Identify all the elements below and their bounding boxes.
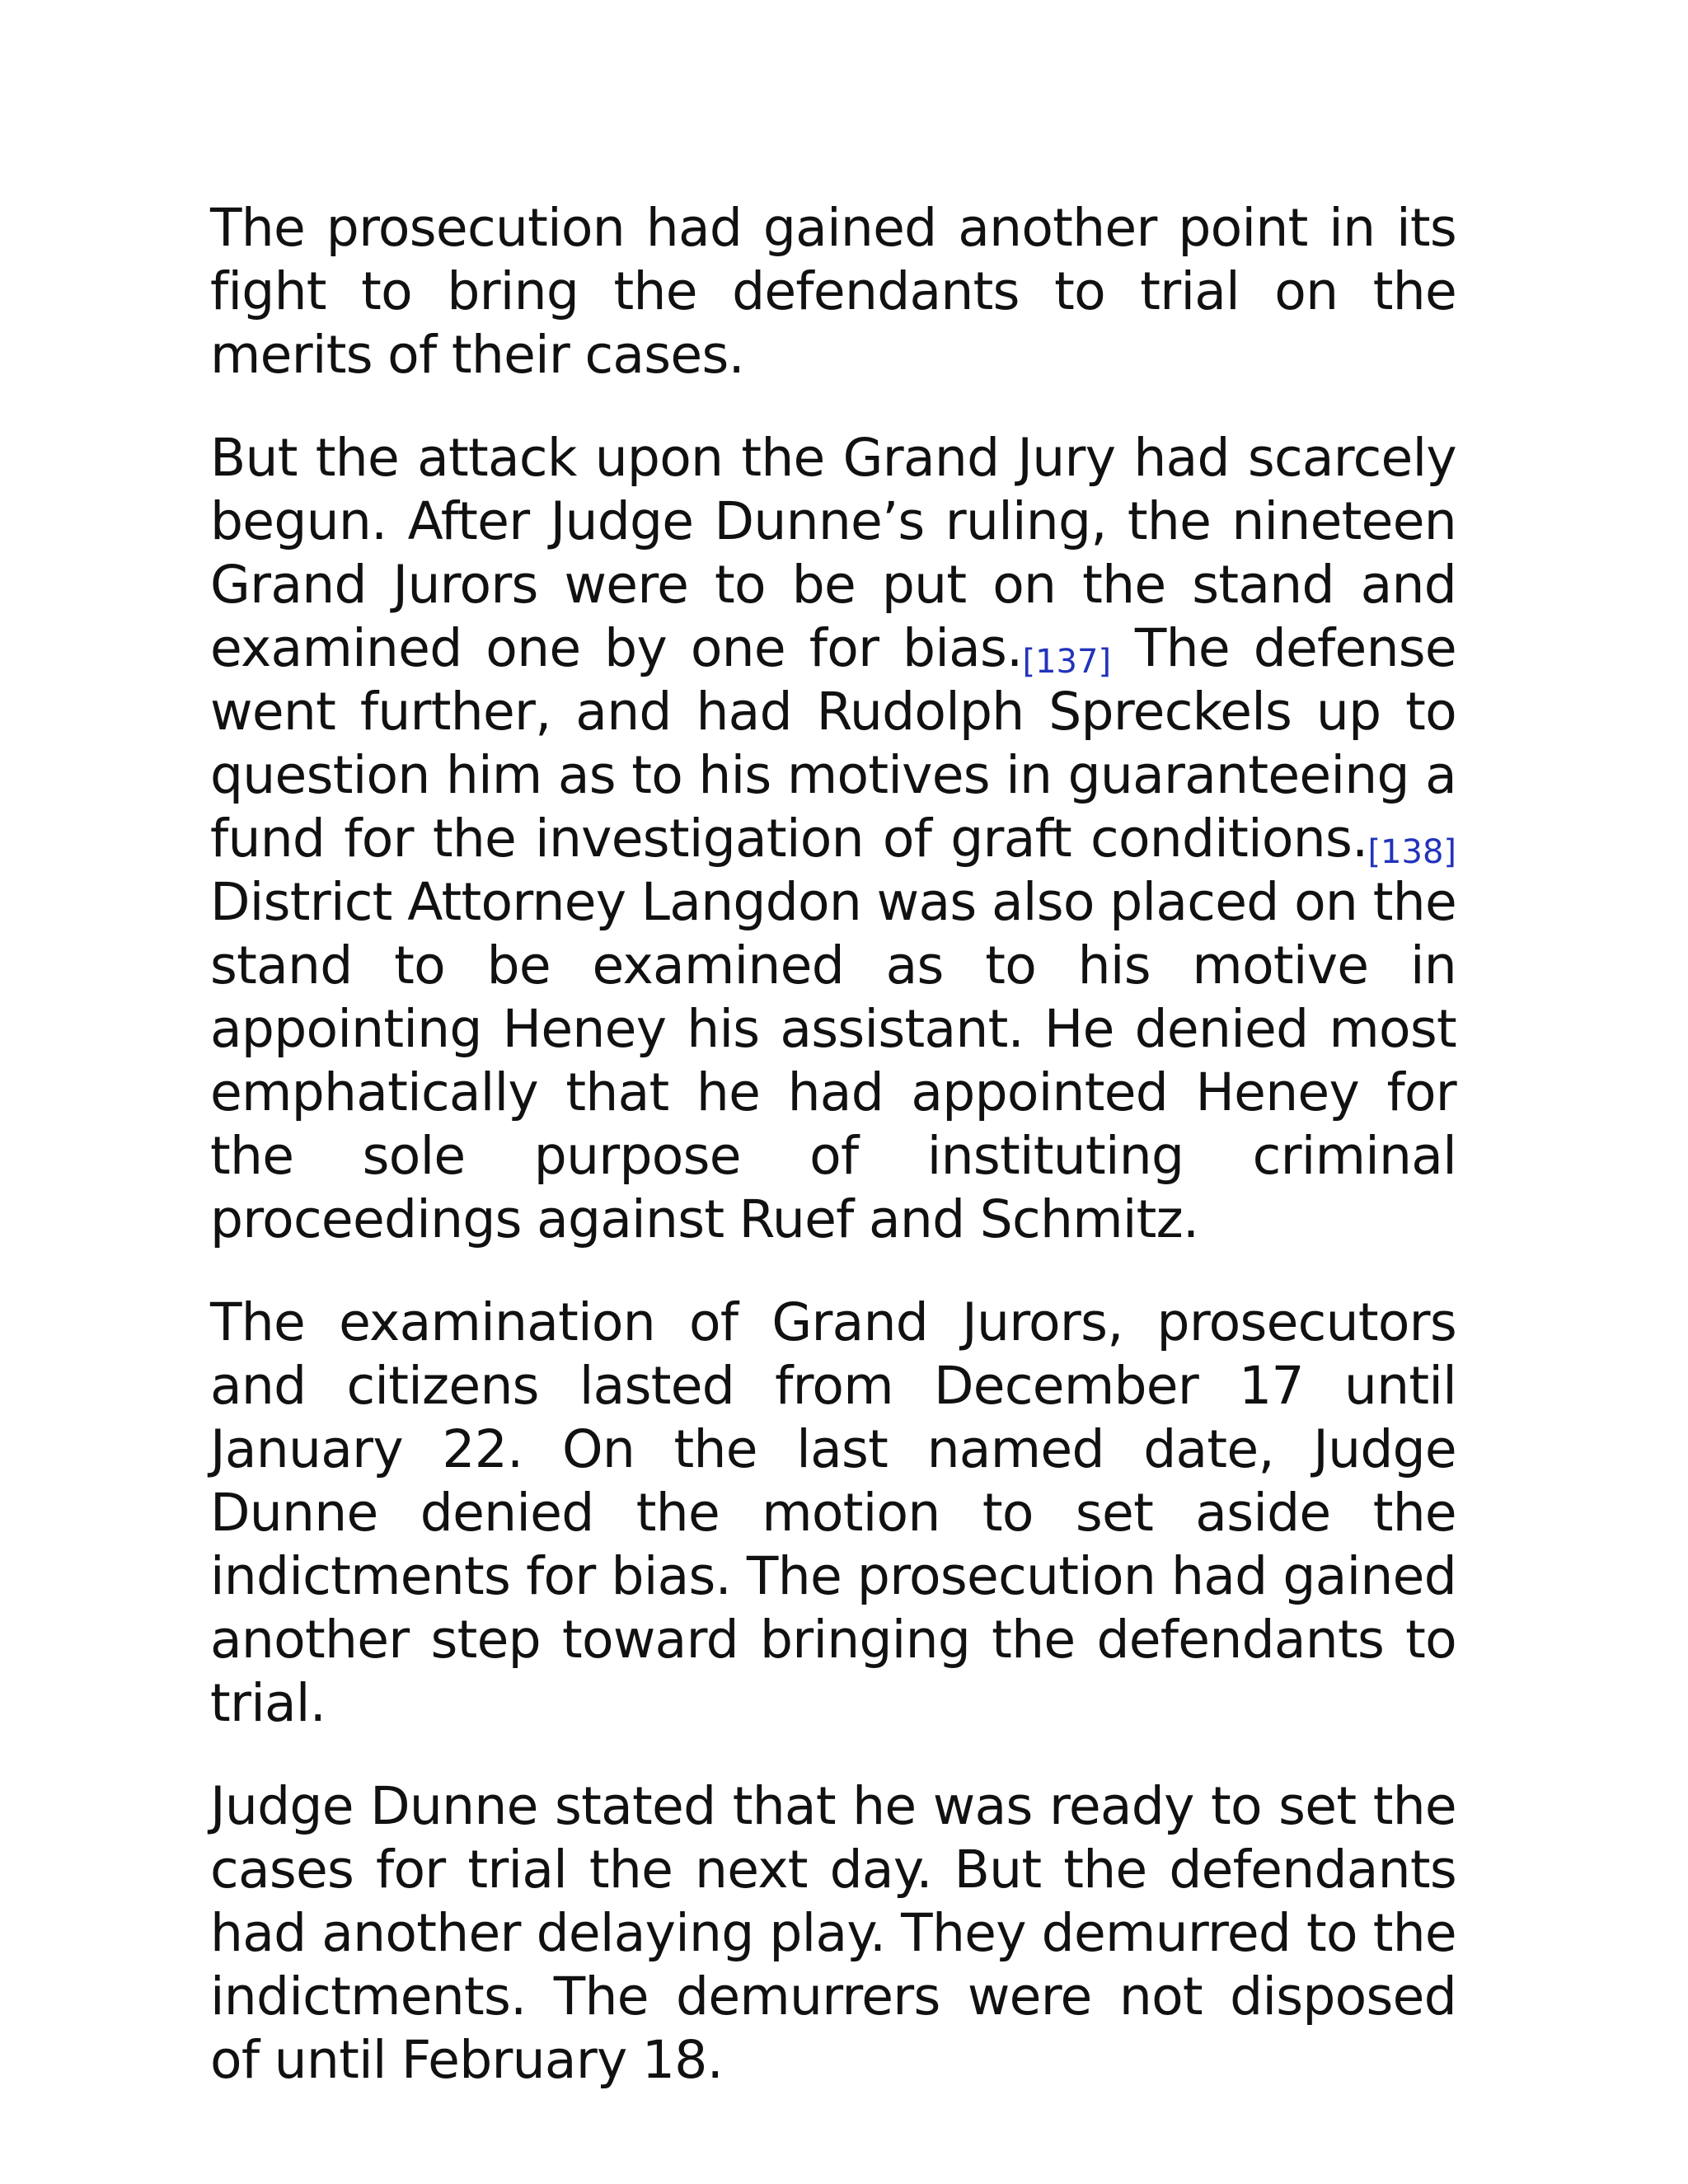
footnote-link-137[interactable]: [137] (1022, 643, 1112, 681)
footnote-link-138[interactable]: [138] (1367, 833, 1456, 871)
paragraph-1: The prosecution had gained another point in its fight to bring the defendants to trial on the merits of their cases. (210, 198, 1456, 385)
paragraph-2-text-c: District Attorney Langdon was also placed on the stand to be examined as to his motive in appointing Heney his assistant. He denied most emphatically that he had appointed Heney for the sole purpose of instituting criminal proceedings against Ruef and Schmitz. (210, 872, 1456, 1249)
paragraph-2-text-b: The defense went further, and had Rudolph Spreckels up to question him as to his motives in guaranteeing a fund for the investigation of graft conditions. (210, 618, 1456, 869)
paragraph-4: Judge Dunne stated that he was ready to set the cases for trial the next day. But the defendants had another delaying play. They demurred to the indictments. The demurrers were not disposed of until February 18. (210, 1776, 1456, 2090)
paragraph-2-text-a: But the attack upon the Grand Jury had scarcely begun. After Judge Dunne’s ruling, the nineteen Grand Jurors were to be put on the stand and examined one by one for bias. (210, 428, 1456, 678)
paragraph-3: The examination of Grand Jurors, prosecutors and citizens lasted from December 17 until January 22. On the last named date, Judge Dunne denied the motion to set aside the indictments for bias. The prosecution had gained another step toward bringing the defendants to trial. (210, 1292, 1456, 1733)
paragraph-2 (210, 426, 1456, 1251)
document-page (210, 196, 1456, 2131)
